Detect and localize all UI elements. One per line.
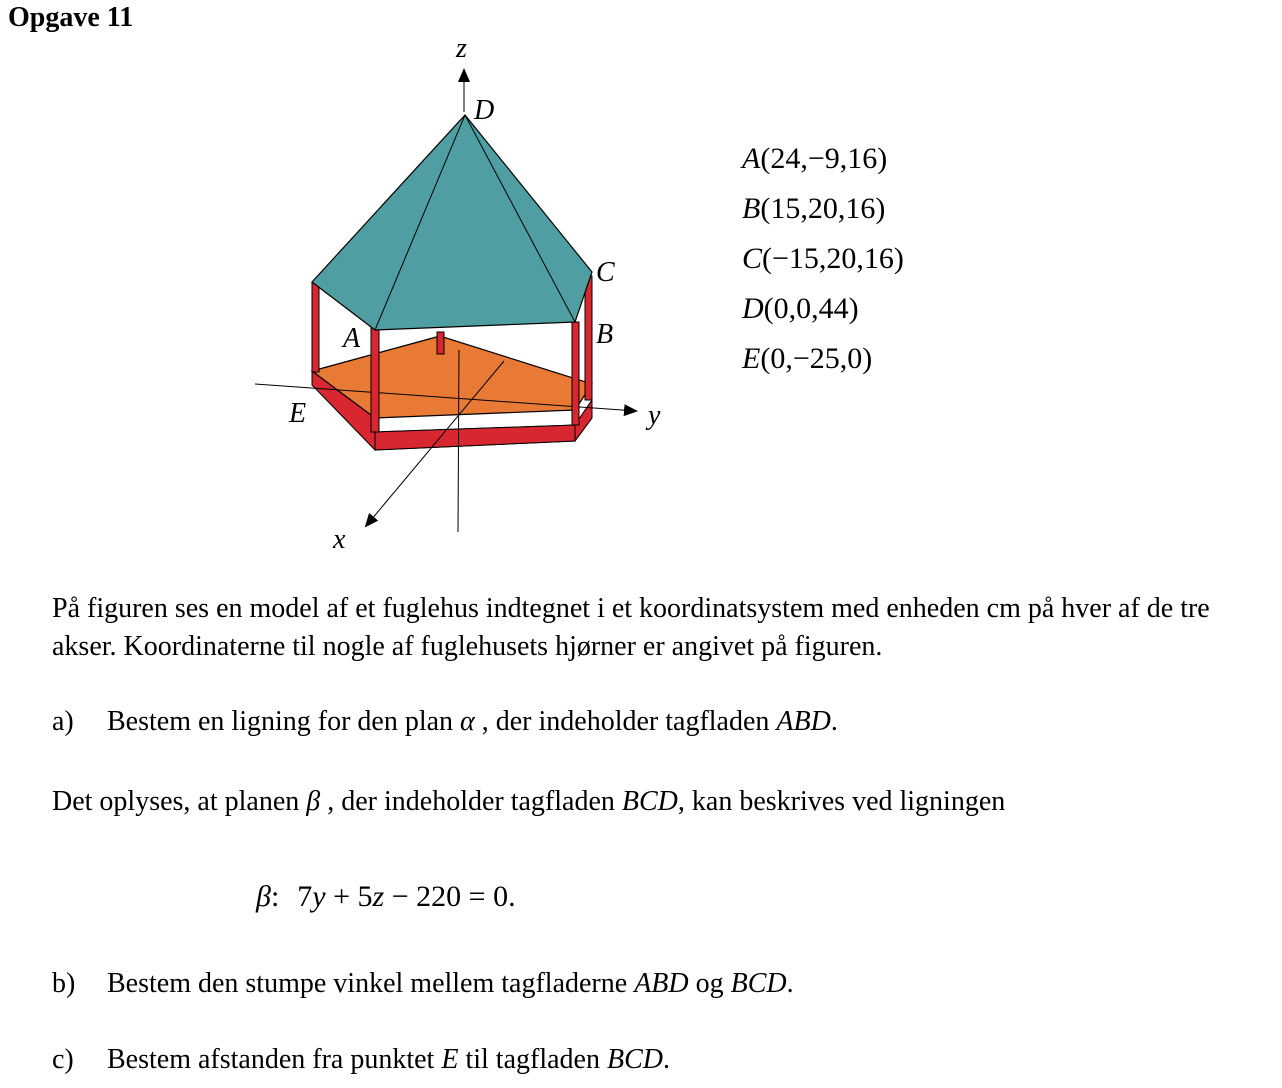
point-label-A: A xyxy=(343,323,361,354)
beta-symbol: β xyxy=(306,786,321,817)
question-c-label: c) xyxy=(52,1044,74,1075)
plane-beta-info: Det oplyses, at planen β , der indeholder tagfladen BCD, kan beskrives ved ligningen xyxy=(52,786,1006,817)
question-b-label: b) xyxy=(52,968,76,999)
point-label-C: C xyxy=(596,257,615,288)
point-label-E: E xyxy=(289,398,307,429)
question-a-label: a) xyxy=(52,706,74,737)
question-b: b) Bestem den stumpe vinkel mellem tagfladerne ABD og BCD. xyxy=(52,968,794,999)
birdhouse-figure xyxy=(0,0,760,570)
pillar-A xyxy=(371,328,379,432)
intro-paragraph: På figuren ses en model af et fuglehus indtegnet i et koordinatsystem med enheden cm på hver af de tre akser. Koordinaterne til nogle af fuglehusets hjørner er angivet på figuren. xyxy=(52,593,1210,662)
base-band-front xyxy=(375,425,575,450)
pillar-back xyxy=(437,332,444,354)
coordinate-B: B(15,20,16) xyxy=(742,192,886,225)
question-c: c) Bestem afstanden fra punktet E til tagfladen BCD. xyxy=(52,1044,670,1075)
coordinate-A: A(24,−9,16) xyxy=(742,142,888,175)
beta-equation: β: 7y + 5z − 220 = 0. xyxy=(256,880,516,913)
point-label-D: D xyxy=(474,95,495,126)
coordinate-C: C(−15,20,16) xyxy=(742,242,904,275)
pillar-B xyxy=(572,322,579,425)
coordinate-D: D(0,0,44) xyxy=(742,292,859,325)
coordinate-list xyxy=(742,134,904,384)
question-a: a) Bestem en ligning for den plan α , der indeholder tagfladen ABD. xyxy=(52,706,838,737)
pillar-left xyxy=(312,282,319,372)
point-label-B: B xyxy=(596,319,614,350)
y-axis-label: y xyxy=(648,400,661,431)
alpha-symbol: α xyxy=(460,706,475,737)
coordinate-E: E(0,−25,0) xyxy=(742,342,873,375)
exercise-title: Opgave 11 xyxy=(8,2,134,33)
z-axis-label: z xyxy=(456,33,467,64)
x-axis-label: x xyxy=(333,524,346,555)
pillar-C xyxy=(585,276,592,400)
